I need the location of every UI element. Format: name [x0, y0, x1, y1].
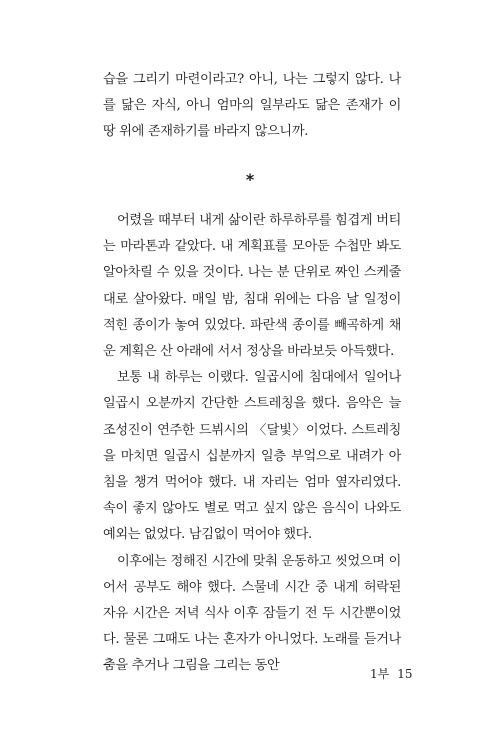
paragraph: 보통 내 하루는 이랬다. 일곱시에 침대에서 일어나 일곱시 오분까지 간단한 스트레칭을 했다. 음악은 늘 조성진이 연주한 드뷔시의 〈달빛〉이었다. 스트레칭을 마치면 일곱시 십분까지 일층 부엌으로 내려가 아침을 챙겨 먹어야 했다. 내 자리는 엄마 옆자리였다. 속이 좋지 않아도 별로 먹고 싶지 않은 음식이 나와도 예외는 없었다. 남김없이 먹어야 했다. — [103, 370, 401, 543]
part-label: 1부 — [370, 667, 390, 681]
section-separator: * — [245, 170, 255, 189]
paragraph: 이후에는 정해진 시간에 맞춰 운동하고 씻었으며 이어서 공부도 해야 했다. 스물네 시간 중 내게 허락된 자유 시간은 저녁 식사 이후 잠들기 전 두 시간뿐이었다. 물론 그때도 나는 혼자가 아니었다. 노래를 듣거나 춤을 추거나 그림을 그리는 동안 — [103, 553, 401, 674]
paragraph: 어렸을 때부터 내게 삶이란 하루하루를 힘겹게 버티는 마라톤과 같았다. 내 계획표를 모아둔 수첩만 봐도 알아차릴 수 있을 것이다. 나는 분 단위로 짜인 스케줄대로 살아왔다. 매일 밤, 침대 위에는 다음 날 일정이 적힌 종이가 놓여 있었다. 파란색 종이를 빼곡하게 채운 계획은 산 아래에 서서 정상을 바라보듯 아득했다. — [103, 213, 401, 360]
paragraph: 습을 그리기 마련이라고? 아니, 나는 그렇지 않다. 나를 닮은 자식, 아니 엄마의 일부라도 닮은 존재가 이 땅 위에 존재하기를 바라지 않으니까. — [103, 72, 401, 140]
body-text-block — [103, 208, 401, 680]
page-footer — [370, 665, 430, 682]
intro-text-block — [103, 67, 401, 146]
page-number: 15 — [397, 667, 413, 681]
